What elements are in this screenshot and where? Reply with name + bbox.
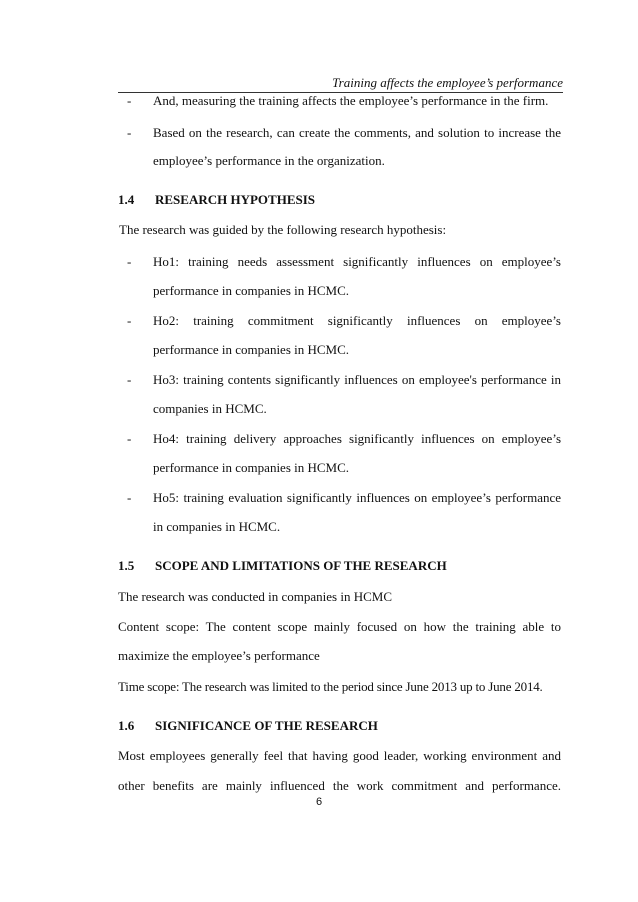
hypothesis-text: Ho3: training contents significantly influences on employee's performance in [153, 372, 561, 387]
hypothesis-text: Ho1: training needs assessment significantly influences on employee’s [153, 254, 561, 269]
bullet-dash: - [127, 490, 132, 505]
content-scope-text: Content scope: The content scope mainly focused on how the training able to [118, 619, 561, 634]
section-heading: SCOPE AND LIMITATIONS OF THE RESEARCH [155, 558, 447, 573]
hypothesis-text-cont: performance in companies in HCMC. [153, 342, 350, 357]
hypothesis-text-cont: in companies in HCMC. [153, 519, 281, 534]
section-heading: RESEARCH HYPOTHESIS [155, 192, 316, 207]
bullet-dash: - [127, 125, 132, 140]
section-number: 1.6 [118, 718, 135, 733]
scope-paragraph: The research was conducted in companies in HCMC [118, 589, 393, 604]
bullet-dash: - [127, 93, 132, 108]
bullet-dash: - [127, 431, 132, 446]
hypothesis-text: Ho5: training evaluation significantly influences on employee’s performance [153, 490, 561, 505]
hypothesis-text-cont: performance in companies in HCMC. [153, 460, 350, 475]
bullet-dash: - [127, 254, 132, 269]
objective-text-cont: employee’s performance in the organization. [153, 153, 385, 168]
section-intro: The research was guided by the following research hypothesis: [119, 222, 447, 237]
hypothesis-text: Ho2: training commitment significantly influences on employee’s [153, 313, 561, 328]
objective-text: And, measuring the training affects the employee’s performance in the firm. [153, 93, 549, 108]
section-number: 1.4 [118, 192, 135, 207]
hypothesis-text: Ho4: training delivery approaches significantly influences on employee’s [153, 431, 561, 446]
bullet-dash: - [127, 372, 132, 387]
significance-text-cont: other benefits are mainly influenced the work commitment and performance. [118, 778, 561, 793]
time-scope-text: Time scope: The research was limited to the period since June 2013 up to June 2014. [118, 679, 543, 694]
objective-text: Based on the research, can create the comments, and solution to increase the [153, 125, 561, 140]
bullet-dash: - [127, 313, 132, 328]
hypothesis-text-cont: companies in HCMC. [153, 401, 267, 416]
section-number: 1.5 [118, 558, 135, 573]
running-header: Training affects the employee’s performance [332, 75, 563, 90]
significance-text: Most employees generally feel that having good leader, working environment and [118, 748, 561, 763]
page-number: 6 [315, 796, 323, 808]
section-heading: SIGNIFICANCE OF THE RESEARCH [155, 718, 378, 733]
hypothesis-text-cont: performance in companies in HCMC. [153, 283, 350, 298]
content-scope-text-cont: maximize the employee’s performance [118, 648, 320, 663]
